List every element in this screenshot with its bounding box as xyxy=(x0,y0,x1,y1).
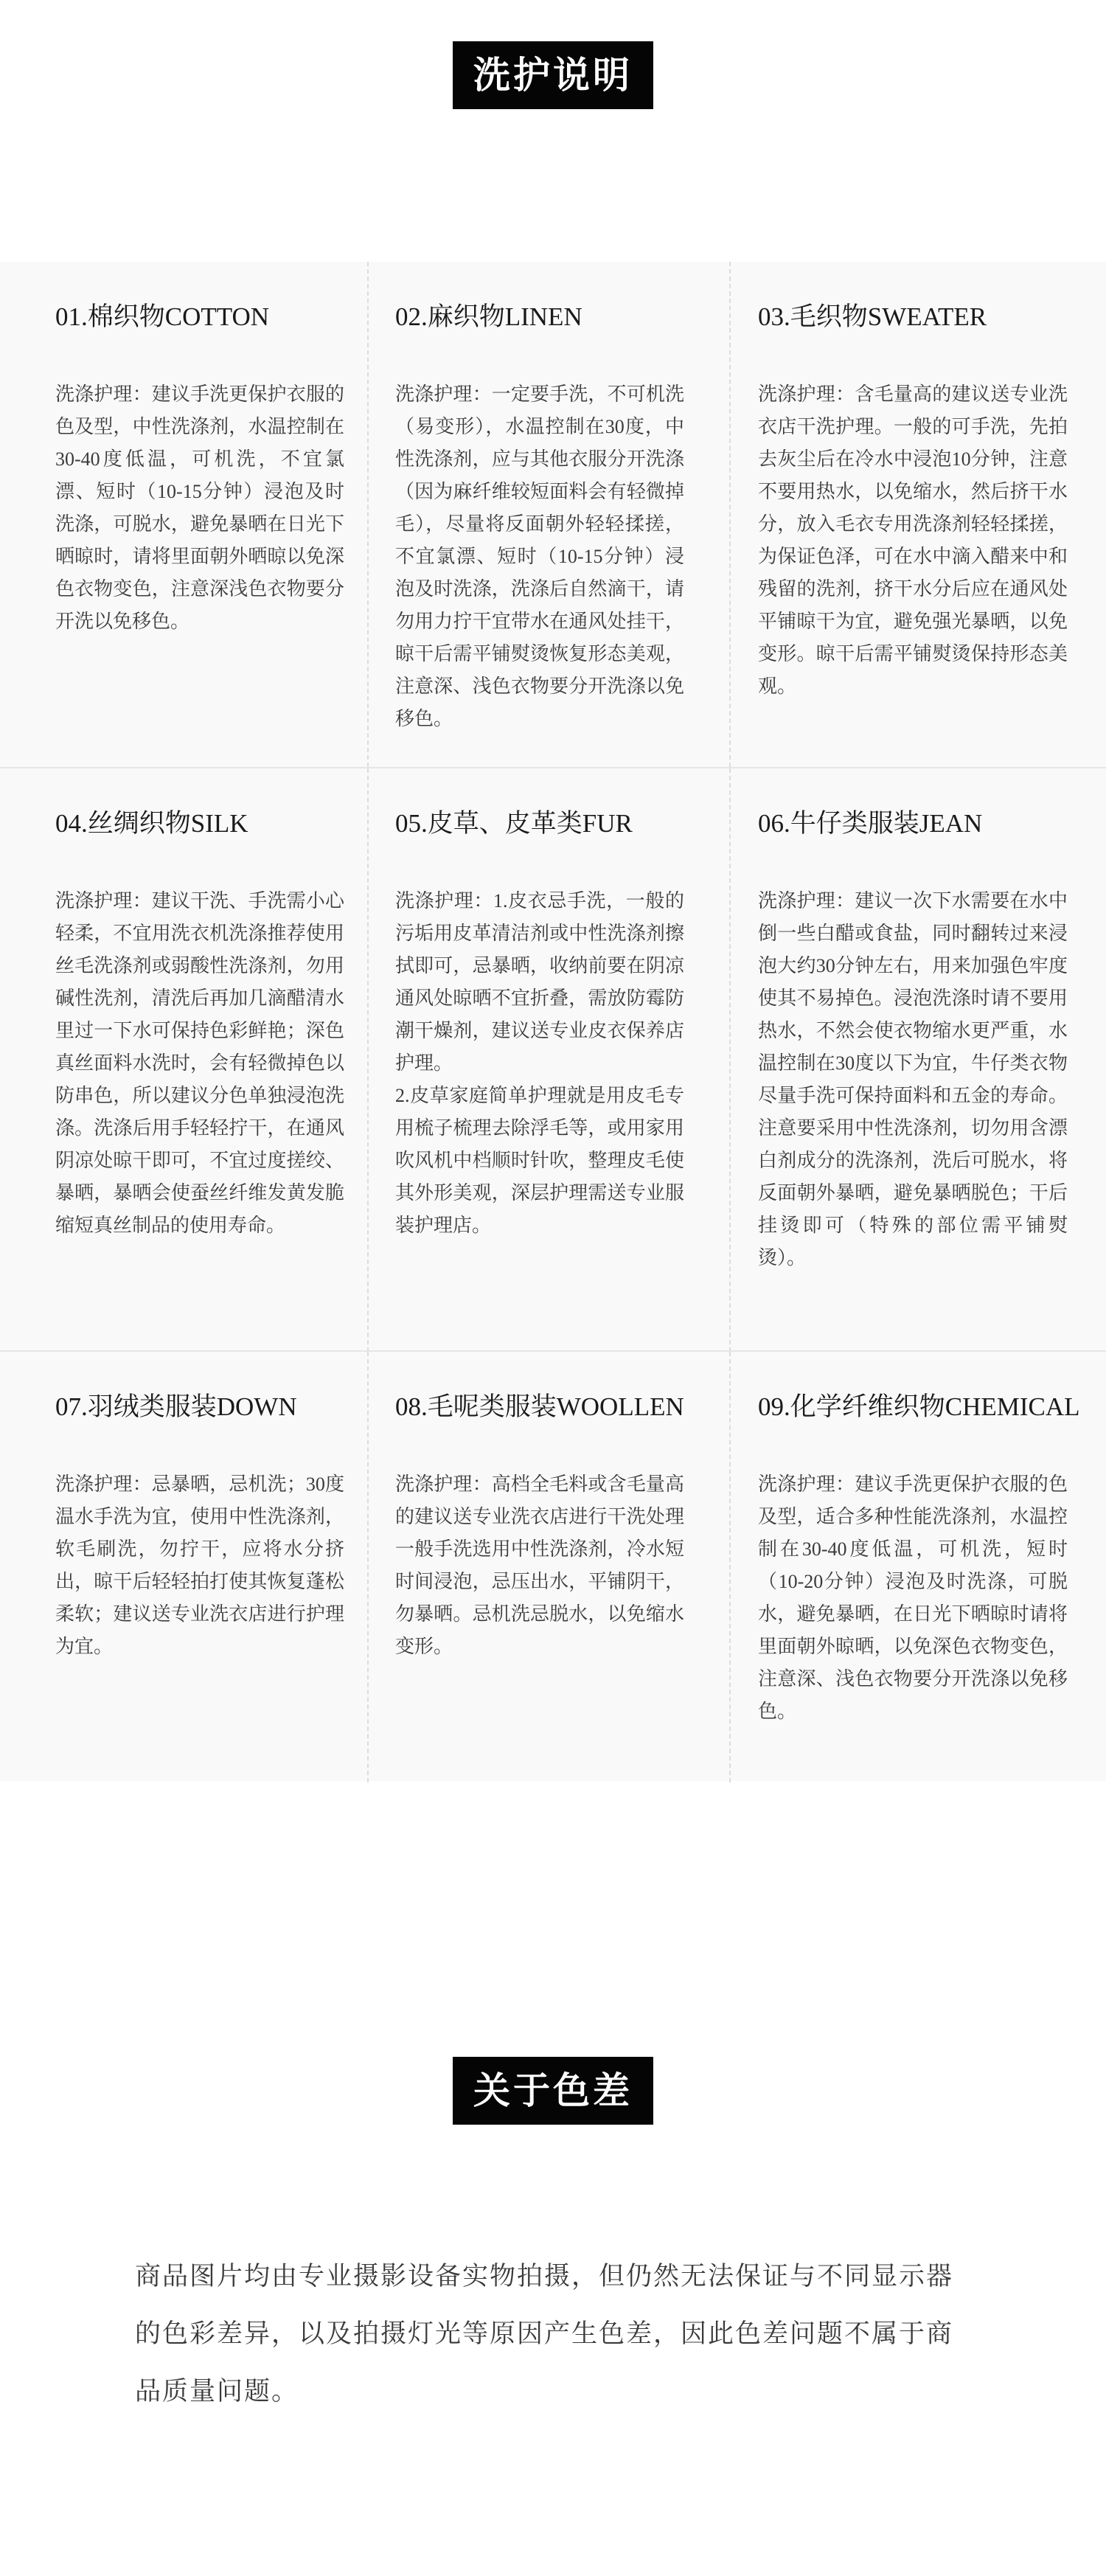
care-item-name: 02.麻织物LINEN xyxy=(395,302,582,331)
care-item-cotton xyxy=(0,262,367,767)
care-item-fur xyxy=(367,768,729,1352)
care-item-chemical xyxy=(729,1352,1106,1782)
care-item-text: 洗涤护理：1.皮衣忌手洗，一般的污垢用皮革清洁剂或中性洗涤剂擦拭即可，忌暴晒，收纳前要在阴凉通风处晾晒不宜折叠，需放防霉防潮干燥剂，建议送专业皮衣保养店护理。 2.皮草家庭简单护理就是用皮毛专用梳子梳理去除浮毛等，或用家用吹风机中档顺时针吹，整理皮毛使其外形美观，深层护理需送专业服装护理店。 xyxy=(395,890,684,1236)
care-item-text: 洗涤护理：高档全毛料或含毛量高的建议送专业洗衣店进行干洗处理一般手洗选用中性洗涤剂，冷水短时间浸泡，忌压出水，平铺阴干，勿暴晒。忌机洗忌脱水，以免缩水变形。 xyxy=(395,1473,684,1657)
care-row xyxy=(0,262,1106,767)
care-item-name: 04.丝绸织物SILK xyxy=(55,809,248,838)
care-item-text: 洗涤护理：一定要手洗，不可机洗（易变形），水温控制在30度，中性洗涤剂，应与其他衣服分开洗涤（因为麻纤维较短面料会有轻微掉毛），尽量将反面朝外轻轻揉搓，不宜氯漂、短时（10-15分钟）浸泡及时洗涤，洗涤后自然滴干，请勿用力拧干宜带水在通风处挂干，晾干后需平铺熨烫恢复形态美观，注意深、浅色衣物要分开洗涤以免移色。 xyxy=(395,383,684,729)
care-grid xyxy=(0,262,1106,1781)
care-row xyxy=(0,1350,1106,1782)
care-item-name: 03.毛织物SWEATER xyxy=(758,302,987,331)
care-item-text: 洗涤护理：建议手洗更保护衣服的色及型，适合多种性能洗涤剂，水温控制在30-40度低温，可机洗，短时（10-20分钟）浸泡及时洗涤，可脱水，避免暴晒，在日光下晒晾时请将里面朝外晾晒，以免深色衣物变色，注意深、浅色衣物要分开洗涤以免移色。 xyxy=(758,1473,1068,1722)
care-item-name: 08.毛呢类服装WOOLLEN xyxy=(395,1392,684,1421)
care-item-name: 06.牛仔类服装JEAN xyxy=(758,809,983,838)
care-item-text: 洗涤护理：建议干洗、手洗需小心轻柔，不宜用洗衣机洗涤推荐使用丝毛洗涤剂或弱酸性洗涤剂，勿用碱性洗剂，清洗后再加几滴醋清水里过一下水可保持色彩鲜艳；深色真丝面料水洗时，会有轻微掉色以防串色，所以建议分色单独浸泡洗涤。洗涤后用手轻轻拧干，在通风阴凉处晾干即可，不宜过度搓绞、暴晒，暴晒会使蚕丝纤维发黄发脆缩短真丝制品的使用寿命。 xyxy=(55,890,344,1236)
color-difference-title: 关于色差 xyxy=(453,2057,653,2125)
care-item-text: 洗涤护理：忌暴晒，忌机洗；30度温水手洗为宜，使用中性洗涤剂，软毛刷洗，勿拧干，应将水分挤出，晾干后轻轻拍打使其恢复蓬松柔软；建议送专业洗衣店进行护理为宜。 xyxy=(55,1473,344,1657)
care-item-woollen xyxy=(367,1352,729,1782)
care-instructions-title: 洗护说明 xyxy=(453,41,653,109)
care-item-text: 洗涤护理：含毛量高的建议送专业洗衣店干洗护理。一般的可手洗，先拍去灰尘后在冷水中浸泡10分钟，注意不要用热水，以免缩水，然后挤干水分，放入毛衣专用洗涤剂轻轻揉搓，为保证色泽，可在水中滴入醋来中和残留的洗剂，挤干水分后应在通风处平铺晾干为宜，避免强光暴晒，以免变形。晾干后需平铺熨烫保持形态美观。 xyxy=(758,383,1068,697)
care-item-text: 洗涤护理：建议手洗更保护衣服的色及型，中性洗涤剂，水温控制在30-40度低温，可机洗，不宜氯漂、短时（10-15分钟）浸泡及时洗涤，可脱水，避免暴晒在日光下晒晾时，请将里面朝外晒晾以免深色衣物变色，注意深浅色衣物要分开洗以免移色。 xyxy=(55,383,344,632)
care-item-down xyxy=(0,1352,367,1782)
care-item-sweater xyxy=(729,262,1106,767)
care-item-silk xyxy=(0,768,367,1352)
care-item-linen xyxy=(367,262,729,767)
care-item-name: 01.棉织物COTTON xyxy=(55,302,270,331)
color-difference-note: 商品图片均由专业摄影设备实物拍摄，但仍然无法保证与不同显示器的色彩差异，以及拍摄灯光等原因产生色差，因此色差问题不属于商品质量问题。 xyxy=(135,2262,954,2406)
care-item-text: 洗涤护理：建议一次下水需要在水中倒一些白醋或食盐，同时翻转过来浸泡大约30分钟左右，用来加强色牢度使其不易掉色。浸泡洗涤时请不要用热水，不然会使衣物缩水更严重，水温控制在30度以下为宜，牛仔类衣物尽量手洗可保持面料和五金的寿命。注意要采用中性洗涤剂，切勿用含漂白剂成分的洗涤剂，洗后可脱水，将反面朝外暴晒，避免暴晒脱色；干后挂烫即可（特殊的部位需平铺熨烫）。 xyxy=(758,890,1068,1268)
care-item-jean xyxy=(729,768,1106,1352)
care-item-name: 09.化学纤维织物CHEMICAL xyxy=(758,1392,1080,1421)
care-item-name: 07.羽绒类服装DOWN xyxy=(55,1392,297,1421)
care-item-name: 05.皮草、皮革类FUR xyxy=(395,809,633,838)
care-row xyxy=(0,767,1106,1352)
